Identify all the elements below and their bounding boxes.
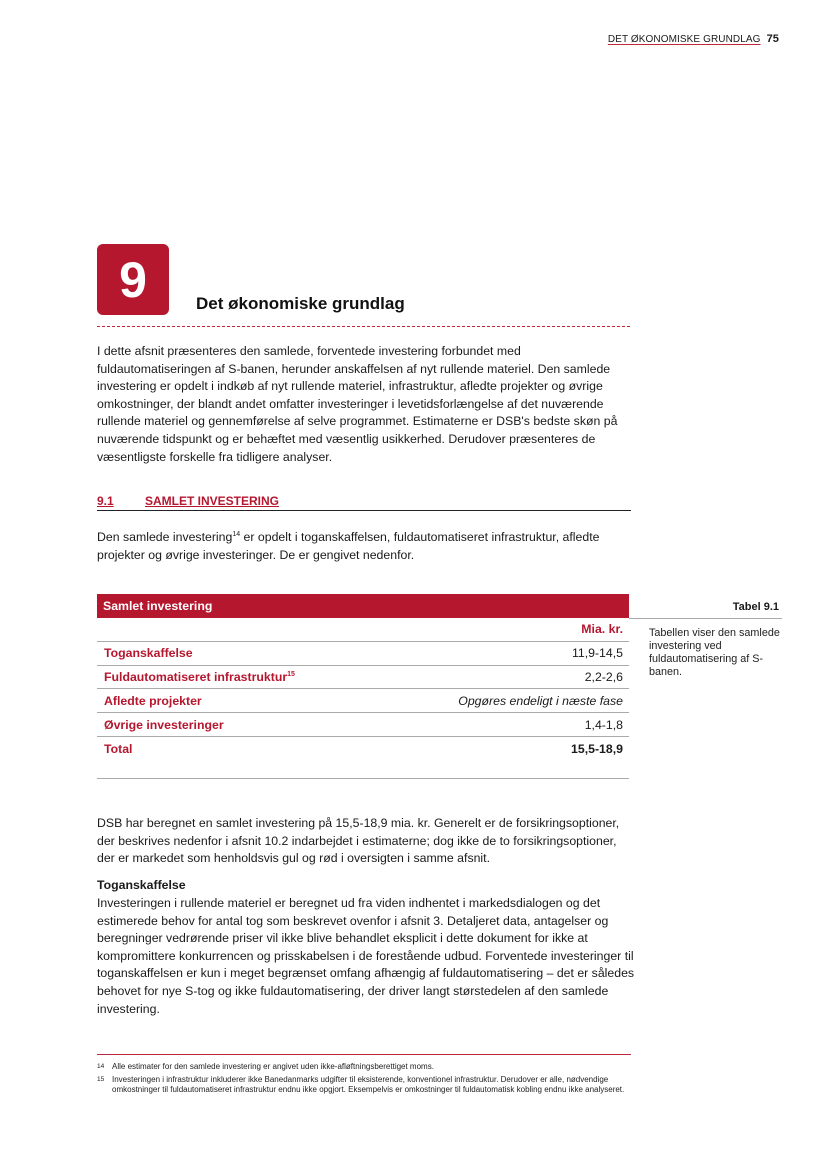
total-value: 15,5-18,9: [571, 741, 623, 756]
footnote-ref-14[interactable]: 14: [232, 530, 241, 538]
footnote-divider: [97, 1054, 631, 1055]
row-value: 1,4-1,8: [584, 717, 623, 732]
table-bottom-rule: [97, 778, 629, 779]
section-paragraph: [97, 529, 637, 564]
section-paragraph-start: Den samlede investering: [97, 530, 233, 544]
table-label-divider: [629, 618, 782, 619]
running-header: [608, 33, 779, 45]
table-total-row: [97, 737, 629, 761]
row-label: Øvrige investeringer: [104, 717, 224, 732]
table-label: Tabel 9.1: [732, 601, 779, 613]
row-label: Toganskaffelse: [104, 646, 193, 661]
footnote-number: 15: [97, 1076, 105, 1083]
table-row: [97, 689, 629, 713]
table-row: [97, 713, 629, 737]
chapter-number-badge: [97, 244, 169, 315]
row-value: 11,9-14,5: [571, 646, 623, 661]
total-label: Total: [104, 741, 133, 756]
footnote-text: Investeringen i infrastruktur inkluderer ikke Banedanmarks udgifter til eksisterende, konventionel infrastruktur. Derudover er alle, nødvendige omkostninger til fuldautomatiseret infrastruktur endnu ikke opgjort. Eksempelvis er omkostninger til fuldautomatisk kobling endnu ikke analyseret.: [112, 1075, 625, 1094]
chapter-number: 9: [119, 251, 147, 308]
footnote-ref-15[interactable]: 15: [287, 670, 295, 678]
chapter-divider: [97, 326, 630, 327]
intro-paragraph: I dette afsnit præsenteres den samlede, forventede investering forbundet med fuldautomatiseringen af S-banen, herunder anskaffelsen af nyt rullende materiel. Den samlede investering er opdelt i indkøb af nyt rullende materiel, infrastruktur, afledte projekter og øvrige omkostninger, der blandt andet omfatter investeringer i levetidsforlængelse af det nuværende rullende materiel og gennemførelse af selve programmet. Estimaterne er DSB's bedste skøn på nuværende tidspunkt og er behæftet med væsentlig usikkerhed. Derudover præsenteres de væsentligste forskelle fra tidligere analyser.: [97, 344, 618, 464]
footnote: [97, 1062, 637, 1072]
row-value: 2,2-2,6: [584, 669, 623, 684]
row-label: [104, 670, 295, 684]
row-label-text: Fuldautomatiseret infrastruktur: [104, 669, 288, 684]
footnote-number: 14: [97, 1063, 105, 1070]
table-unit-row: [97, 618, 629, 642]
row-label: Afledte projekter: [104, 693, 202, 708]
subsection-paragraph: Investeringen i rullende materiel er beregnet ud fra viden indhentet i markedsdialogen og det estimerede behov for antal tog som beskrevet ovenfor i afsnit 3. Detaljeret data, antagelser og beregninger vedrørende priser vil ikke blive behandlet eksplicit i dette dokument for ikke at kompromittere konkurrencen og prisskabelsen i de forestående udbud. Forventede investeringer til toganskaffelsen er kun i meget begrænset omfang afhængig af fuldautomatisering – det er således behovet for nye S-tog og ikke fuldautomatisering, der driver langt størstedelen af den samlede investering.: [97, 896, 635, 1016]
section-title: SAMLET INVESTERING: [145, 494, 280, 508]
section-paragraph-end: er opdelt i toganskaffelsen, fuldautomatiseret infrastruktur, afledte projekter og øvrige investeringer. De er gengivet nedenfor.: [97, 530, 600, 562]
subsection-title: Toganskaffelse: [97, 878, 186, 892]
section-number: 9.1: [97, 494, 114, 508]
table-caption: Tabellen viser den samlede investering ved fuldautomatisering af S-banen.: [649, 627, 780, 678]
table-title-bar: [97, 594, 629, 618]
footnote: [97, 1075, 637, 1095]
table-row: [97, 642, 629, 666]
chapter-title: Det økonomiske grundlag: [196, 294, 405, 313]
page-number: 75: [766, 33, 779, 45]
table-title: Samlet investering: [103, 599, 213, 613]
investment-table: [97, 618, 629, 761]
section-heading: [97, 494, 631, 511]
running-header-section: DET ØKONOMISKE GRUNDLAG: [607, 34, 761, 45]
row-value: Opgøres endeligt i næste fase: [458, 693, 623, 708]
footnote-text: Alle estimater for den samlede investering er angivet uden ikke-afløftningsberettiget moms.: [112, 1062, 434, 1071]
table-row: [97, 666, 629, 690]
unit-header: Mia. kr.: [581, 622, 623, 637]
total-paragraph: DSB har beregnet en samlet investering på 15,5-18,9 mia. kr. Generelt er de forsikringsoptioner, der beskrives nedenfor i afsnit 10.2 indarbejdet i estimaterne; dog ikke de to forsikringsoptioner, der er markedet som henholdsvis gul og rød i oversigten i samme afsnit.: [97, 816, 620, 866]
